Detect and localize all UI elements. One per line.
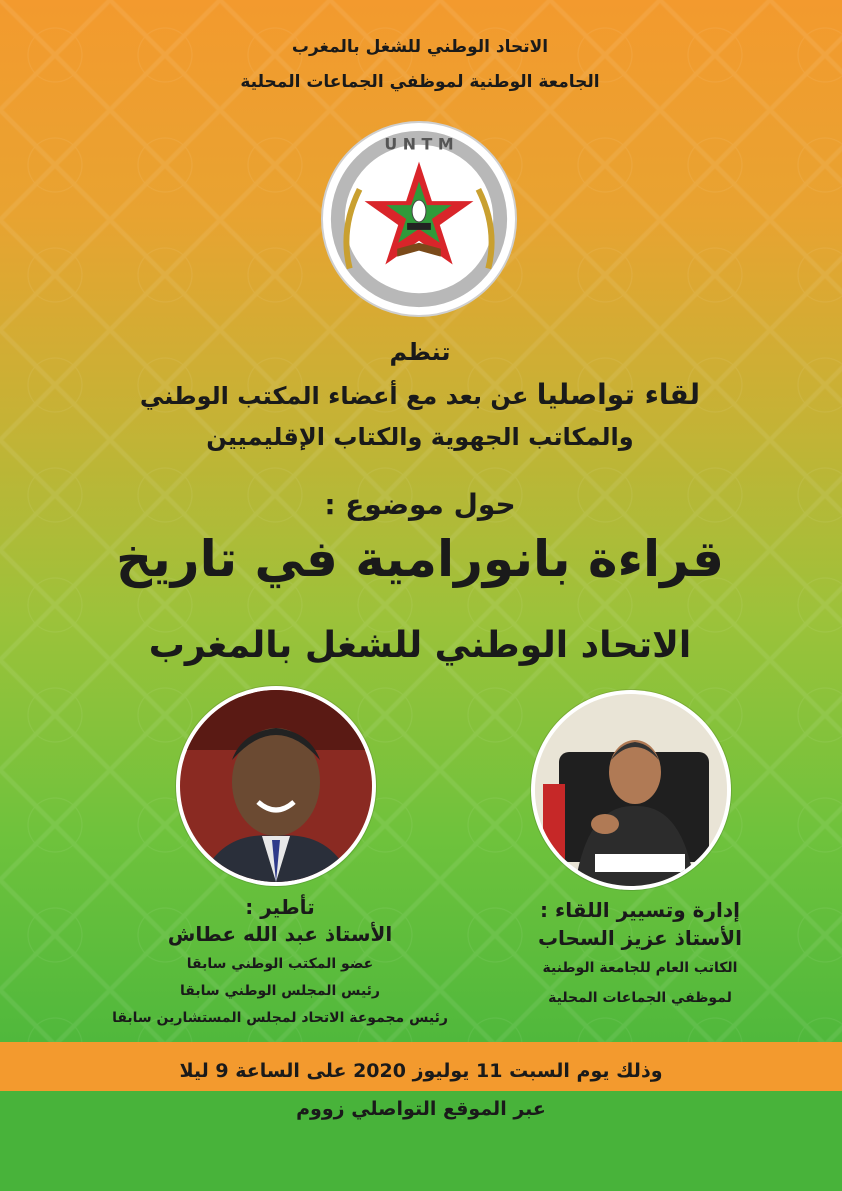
subtitle: الاتحاد الوطني للشغل بالمغرب (148, 625, 692, 666)
speaker-left-title1: عضو المكتب الوطني سابقا (186, 956, 374, 972)
speaker-right-title2: لموظفي الجماعات المحلية (548, 990, 732, 1006)
speaker-left-role: تأطير : (245, 895, 315, 919)
speaker-left-title3: رئيس مجموعة الاتحاد لمجلس المستشارين سابقا (112, 1010, 448, 1026)
speaker-left-photo (180, 690, 372, 882)
speaker-right-photo (535, 694, 727, 886)
meeting-rest: عن بعد مع أعضاء المكتب الوطني (139, 382, 529, 410)
speaker-right-role: إدارة وتسيير اللقاء : (540, 898, 740, 922)
meeting-line (100, 378, 740, 411)
org-name-line2: الجامعة الوطنية لموظفي الجماعات المحلية (240, 72, 600, 92)
event-platform: عبر الموقع التواصلي زووم (296, 1098, 546, 1120)
event-datetime: وذلك يوم السبت 11 يوليوز 2020 على الساعة 9 ليلا (179, 1060, 663, 1082)
topic-label: حول موضوع : (324, 488, 516, 521)
union-logo (320, 120, 518, 318)
offices-line: والمكاتب الجهوية والكتاب الإقليميين (206, 423, 634, 451)
org-name-line1: الاتحاد الوطني للشغل بالمغرب (291, 37, 549, 57)
main-title: قراءة بانورامية في تاريخ (115, 530, 725, 588)
logo-ring-letters: U N T M (384, 134, 454, 154)
speaker-right-name: الأستاذ عزيز السحاب (537, 926, 743, 950)
speaker-left-title2: رئيس المجلس الوطني سابقا (180, 983, 380, 999)
speaker-left-name: الأستاذ عبد الله عطاش (167, 922, 393, 946)
speaker-right-title1: الكاتب العام للجامعة الوطنية (542, 960, 738, 976)
organizes-text: تنظم (389, 338, 451, 366)
meeting-highlight: لقاء تواصليا (536, 378, 701, 411)
